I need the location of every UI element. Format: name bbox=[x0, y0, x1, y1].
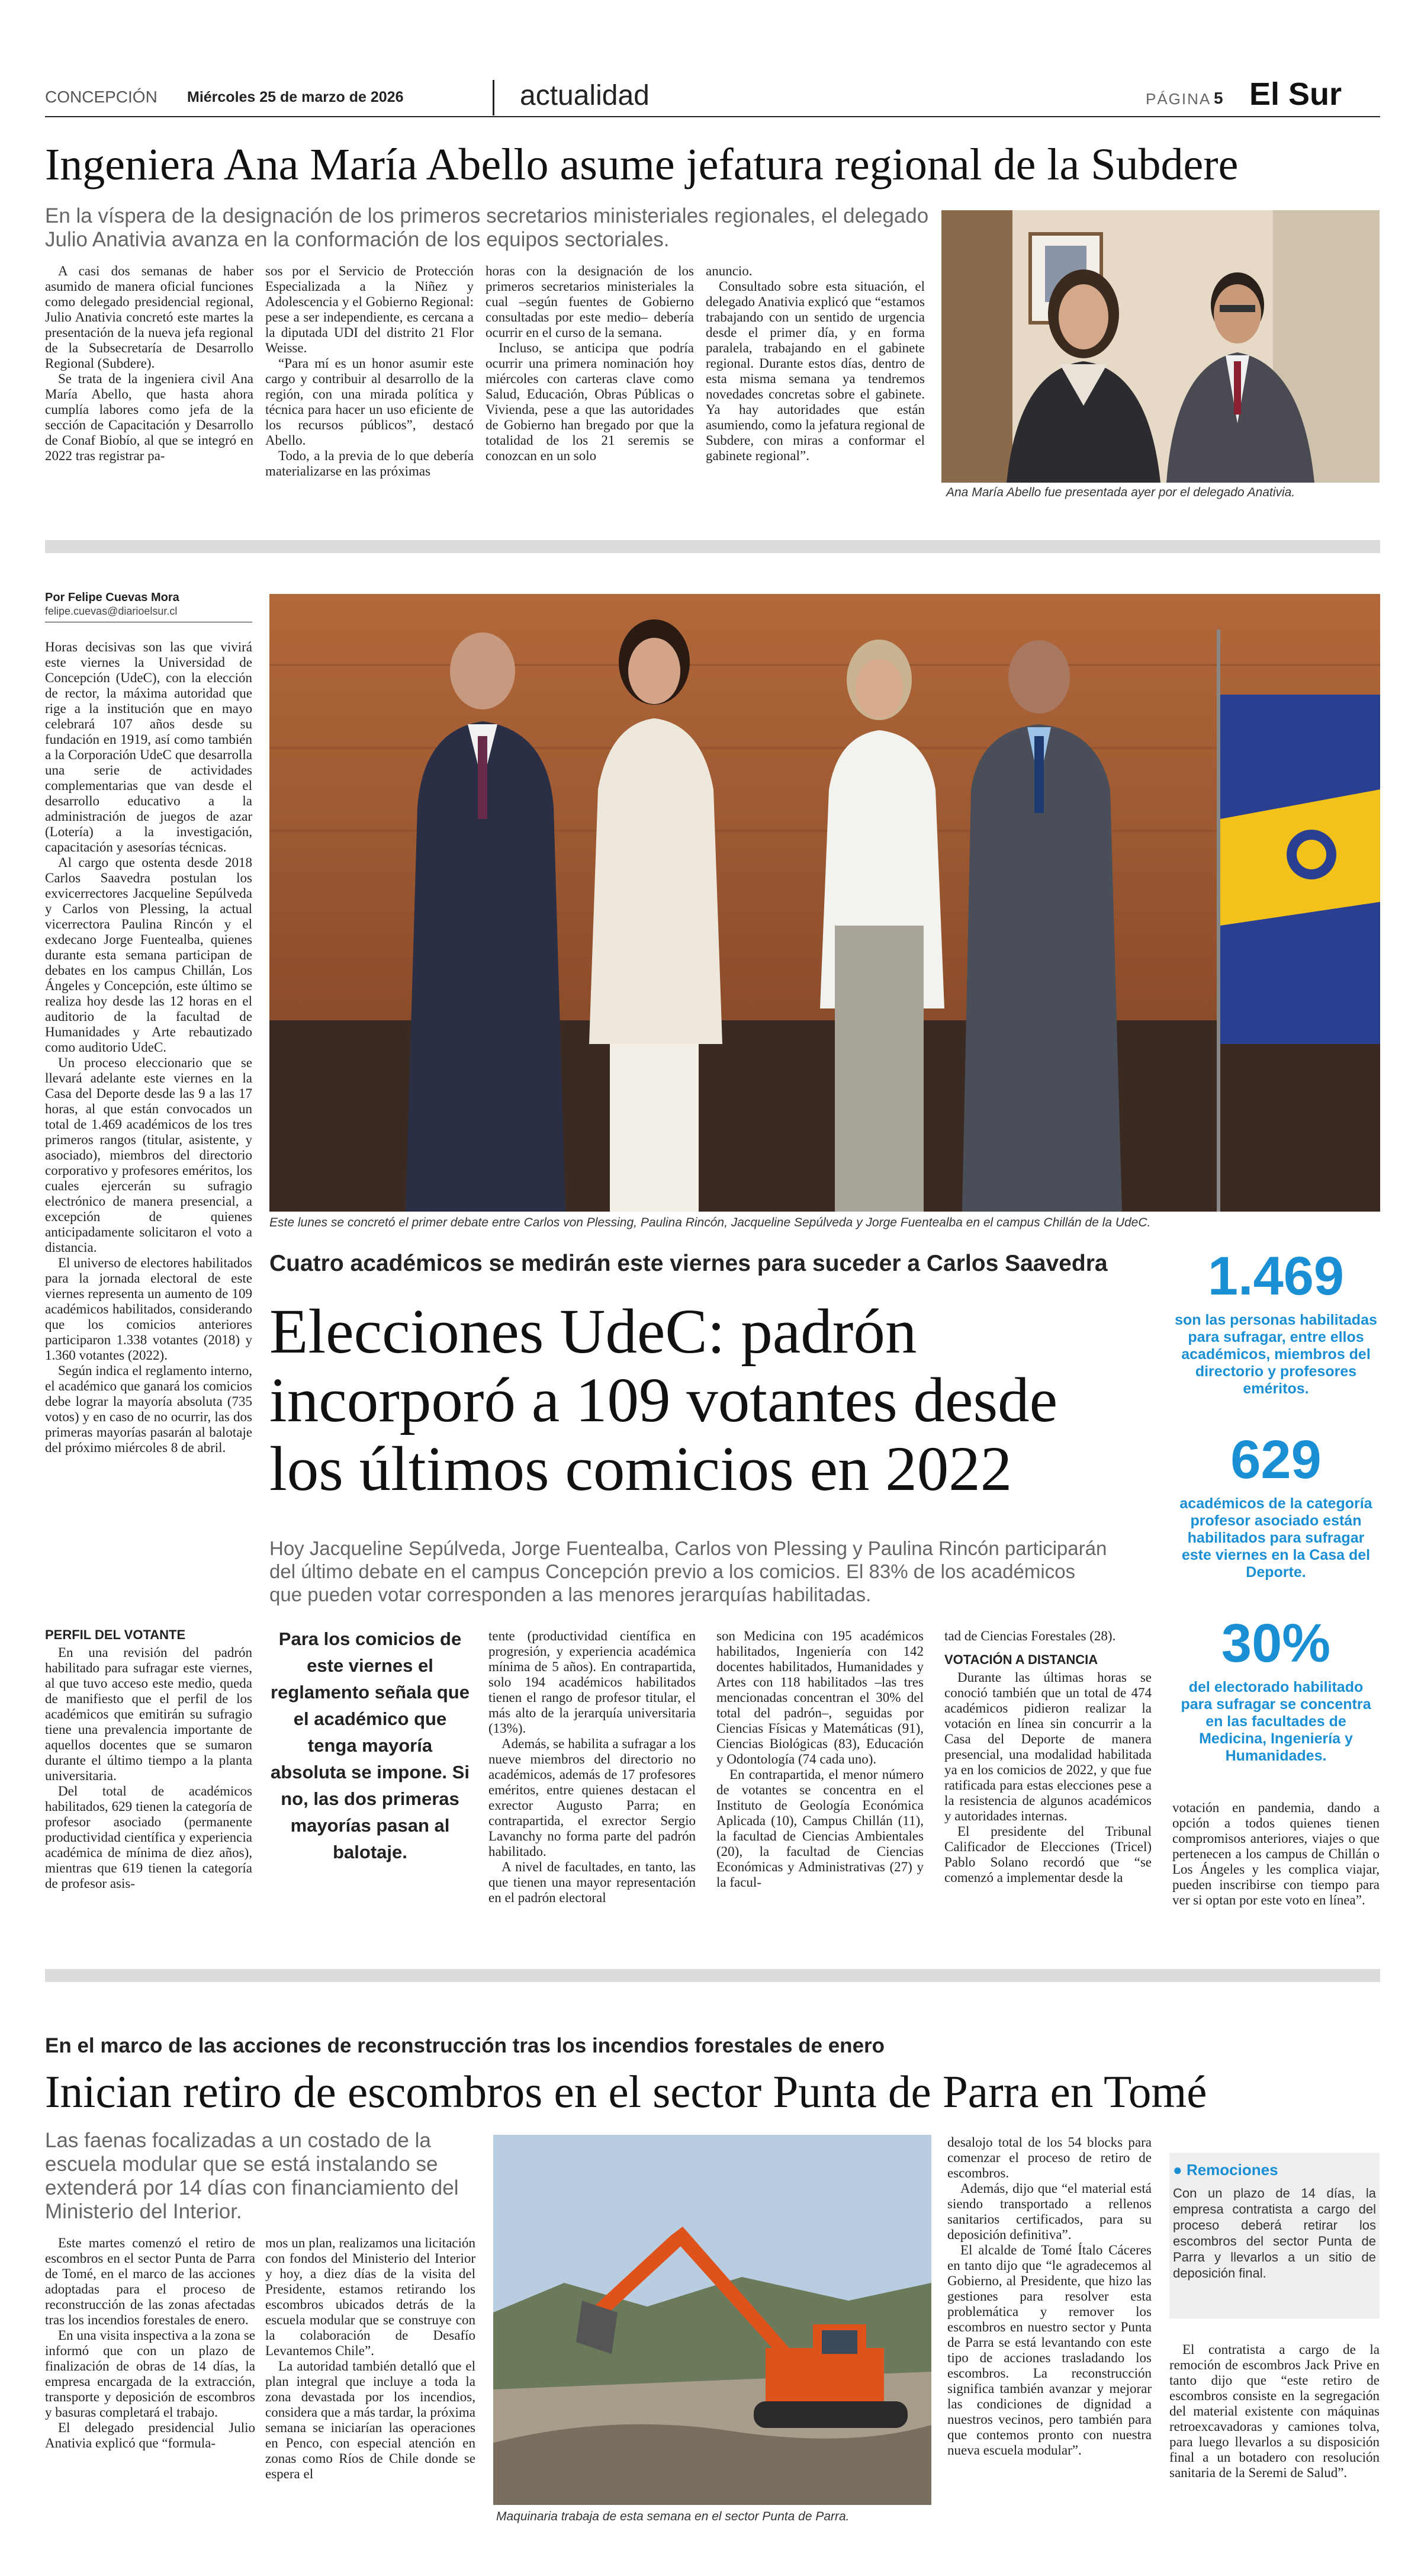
article1-photo-caption: Ana María Abello fue presentada ayer por el delegado Anativia. bbox=[946, 486, 1295, 499]
byline-email: felipe.cuevas@diarioelsur.cl bbox=[45, 605, 178, 617]
page-label: PÁGINA bbox=[1146, 90, 1211, 108]
bullet-icon: ● bbox=[1173, 2161, 1187, 2179]
article2-deck: Hoy Jacqueline Sepúlveda, Jorge Fuentealba, Carlos von Plessing y Paulina Rincón participarán del último debate en el campus Concepción previo a los comicios. El 83% de los académicos que pueden votar corresponden a las menores jerarquías habilitadas. bbox=[269, 1537, 1107, 1605]
article1-title: Ingeniera Ana María Abello asume jefatura regional de la Subdere bbox=[45, 140, 1239, 189]
brand-logo: El Sur bbox=[1249, 76, 1342, 112]
separator-bar bbox=[45, 540, 1380, 553]
remociones-heading: ● Remociones bbox=[1173, 2161, 1278, 2179]
article2-photo-caption: Este lunes se concretó el primer debate entre Carlos von Plessing, Paulina Rincón, Jacqueline Sepúlveda y Jorge Fuentealba en el campus Chillán de la UdeC. bbox=[269, 1216, 1151, 1229]
separator-bar bbox=[45, 1969, 1380, 1982]
remociones-text: Con un plazo de 14 días, la empresa contratista a cargo del proceso deberá retirar los escombros del sector Punta de Parra y llevarlos a un sitio de deposición final. bbox=[1173, 2186, 1376, 2281]
article1-col4: anuncio. Consultado sobre esta situación, el delegado Anativia explicó que “estamos trabajando con un sentido de urgencia desde el primer día, y en forma paralela, trabajando en el gabinete regional. Durante estos días, dentro de esta misma semana ya tendremos novedades concretas sobre el gabinete. Ya hay autoridades que están asumiendo, como la jefatura regional de Subdere, con miras a conformar el gabinete regional”. bbox=[706, 264, 925, 463]
header-rule bbox=[45, 116, 1380, 117]
article2-headline-line3: los últimos comicios en 2022 bbox=[269, 1434, 1012, 1504]
article3-kicker: En el marco de las acciones de reconstrucción tras los incendios forestales de enero bbox=[45, 2034, 885, 2057]
article3-col2: mos un plan, realizamos una licitación con fondos del Ministerio del Interior y hoy, a diez días de la visita del Presidente, estamos retirando los escombros ubicados detrás de la escuela modular que se construye con la colaboración de Desafío Levantemos Chile”. La autoridad también detalló que el plan integral que incluye a toda la zona devastada por los incendios, considera que a más tardar, la próxima semana se iniciarían las operaciones en Penco, con especial atención en zonas como Ríos de Chile donde se espera el bbox=[265, 2235, 475, 2481]
article2-left-col: Horas decisivas son las que vivirá este viernes la Universidad de Concepción (UdeC), con la elección de rector, la máxima autoridad que rige a la institución que en mayo celebrará 107 años desde su fundación en 1919, así como también a la Corporación UdeC que desarrolla una serie de actividades complementarias que van desde el desarrollo educativo a la administración de juegos de azar (Lotería) a la investigación, capacitación y asesorías técnicas. Al cargo que ostenta desde 2018 Carlos Saavedra postulan los exvicerrectores Jacqueline Sepúlveda y Carlos von Plessing, la actual vicerrectora Paulina Rincón y el exdecano Jorge Fuentealba, quienes durante esta semana participan de debates en los campus Chillán, Los Ángeles y Concepción, este último se realiza hoy desde las 12 horas en el auditorio de la facultad de Humanidades y Arte rebautizado como auditorio UdeC. Un proceso eleccionario que se llevará adelante este viernes en la Casa del Deporte desde las 9 a las 17 horas, al que están convocados un total de 1.469 académicos de los tres primeros rangos (titular, asistente, y asociado), miembros del directorio corporativo y profesores eméritos, los cuales ejercerán su sufragio electrónico de manera presencial, a excepción de quienes anticipadamente solicitaron el voto a distancia. El universo de electores habilitados para la jornada electoral de este viernes representa un aumento de 109 académicos habilitados, considerando que los comicios anteriores participaron 1.338 votantes (2018) y 1.360 votantes (2022). Según indica el reglamento interno, el académico que ganará los comicios debe lograr la mayoría absoluta (735 votos) y en caso de no ocurrir, las dos primeras mayorías pasarán al balotaje del próximo miércoles 8 de abril. bbox=[45, 640, 252, 1455]
header-divider bbox=[493, 80, 494, 115]
article2-headline-line1: Elecciones UdeC: padrón bbox=[269, 1297, 917, 1367]
subhead-perfil: PERFIL DEL VOTANTE bbox=[45, 1627, 186, 1642]
article2-photo bbox=[269, 594, 1380, 1212]
stat-box-3 bbox=[1172, 1614, 1380, 1765]
article3-col3: desalojo total de los 54 blocks para comenzar el proceso de retiro de escombros. Además, dijo que “el material está siendo transportado a rellenos sanitarios certificados, para su deposición definitiva”. El alcalde de Tomé Ítalo Cáceres en tanto dijo que “le agradecemos al Gobierno, al Presidente, que hizo las gestiones para resolver esta problemática y remover los escombros en nuestro sector y Punta de Parra se está levantando con este tipo de acciones trasladando los escombros. La reconstrucción significa también avanzar y mejorar las condiciones de dignidad a nuestros vecinos, pero también para que contemos pronto con nuestra nueva escuela modular”. bbox=[947, 2135, 1152, 2458]
remociones-sidebar bbox=[1169, 2153, 1380, 2318]
article1-col3: horas con la designación de los primeros secretarios ministeriales la cual –según fuentes de Gobierno consultadas por este medio– debería ocurrir en el curso de la semana. Incluso, se anticipa que podría ocurrir una primera nominación hoy miércoles con carteras clave como Salud, Educación, Obras Públicas o Vivienda, pese a que las autoridades de Gobierno han bregado por que la totalidad de los 21 seremis se conozcan en un solo bbox=[486, 264, 694, 463]
article3-deck: Las faenas focalizadas a un costado de la escuela modular que se está instalando se extenderá por 14 días con financiamiento del Ministerio del Interior. bbox=[45, 2129, 459, 2223]
header-date: Miércoles 25 de marzo de 2026 bbox=[187, 89, 404, 105]
stat-box-2 bbox=[1172, 1430, 1380, 1581]
page-number: 5 bbox=[1214, 89, 1223, 107]
article1-col1: A casi dos semanas de haber asumido de manera oficial funciones como delegado presidencial regional, Julio Anativia concretó este martes la presentación de la nueva jefa regional de la Subsecretaría de Desarrollo Regional (Subdere). Se trata de la ingeniera civil Ana María Abello, que hasta ahora cumplía labores como jefa de la sección de Capacitación y Desarrollo de Conaf Biobío, al que se integró en 2022 tras registrar pa- bbox=[45, 264, 253, 463]
article1-col2: sos por el Servicio de Protección Especializada a la Niñez y Adolescencia y el Gobierno Regional: pese a ser independiente, es cercana a la diputada UDI del distrito 21 Flor Weisse. “Para mí es un honor asumir este cargo y contribuir al desarrollo de la región, con una mirada política y técnica para hacer un uso eficiente de los recursos públicos”, destacó Abello. Todo, a la previa de lo que debería materializarse en las próximas bbox=[265, 264, 474, 478]
article3-col4: El contratista a cargo de la remoción de escombros Jack Prive en tanto dijo que “este retiro de escombros consiste en la segregación del material existente con máquinas retroexcavadoras y camiones tolva, para luego llevarlos a su disposición final a un botadero con resolución sanitaria de la Seremi de Salud”. bbox=[1169, 2342, 1380, 2480]
stat-text: son las personas habilitadas para sufragar, entre ellos académicos, miembros del directorio y profesores eméritos. bbox=[1175, 1312, 1377, 1397]
byline: Por Felipe Cuevas Mora bbox=[45, 591, 179, 604]
article2-col-e: votación en pandemia, dando a opción a todos quienes tienen compromisos anteriores, viajes o que pertenecen a los campus de Chillán o Los Ángeles y les complica viajar, pueden inscribirse con tiempo para ver si optan por este voto en línea”. bbox=[1172, 1800, 1380, 1907]
article3-photo bbox=[493, 2135, 931, 2505]
article1-deck: En la víspera de la designación de los primeros secretarios ministeriales regionales, el delegado Julio Anativia avanza en la conformación de los equipos sectoriales. bbox=[45, 204, 929, 251]
stat-text: académicos de la categoría profesor asociado están habilitados para sufragar este viernes en la Casa del Deporte. bbox=[1179, 1495, 1372, 1581]
article2-perfil-col: En una revisión del padrón habilitado para sufragar este viernes, al que tuvo acceso este medio, queda de manifiesto que el perfil de los académicos que emitirán su sufragio tiene una prevalencia importante de aquellos docentes que se sumaron durante el último tiempo a la planta universitaria. Del total de académicos habilitados, 629 tienen la categoría de profesor asociado (permanente productividad científica y experiencia académica de mínima de diez años), mientras que 619 tienen la categoría de profesor asis- bbox=[45, 1645, 252, 1891]
article3-col1: Este martes comenzó el retiro de escombros en el sector Punta de Parra de Tomé, en el marco de las acciones adoptadas para el proceso de reconstrucción de las zonas afectadas tras los incendios forestales de enero. En una visita inspectiva a la zona se informó que con un plazo de finalización de obras de 14 días, la empresa encargada de la extracción, transporte y deposición de escombros y basuras completará el trabajo. El delegado presidencial Julio Anativia explicó que “formula- bbox=[45, 2235, 255, 2450]
header-city: CONCEPCIÓN bbox=[45, 88, 157, 106]
stat-number: 629 bbox=[1230, 1430, 1322, 1490]
pull-quote: Para los comicios de este viernes el reglamento señala que el académico que tenga mayoría absoluta se impone. Si no, las dos primeras mayorías pasan al balotaje. bbox=[271, 1629, 470, 1862]
article3-photo-caption: Maquinaria trabaja de esta semana en el sector Punta de Parra. bbox=[496, 2510, 850, 2523]
article1-photo bbox=[941, 210, 1380, 483]
stat-number: 30% bbox=[1221, 1613, 1331, 1674]
stat-text: del electorado habilitado para sufragar se concentra en las facultades de Medicina, Ingeniería y Humanidades. bbox=[1181, 1679, 1371, 1764]
article3-title: Inician retiro de escombros en el sector Punta de Parra en Tomé bbox=[45, 2066, 1207, 2117]
article2-col-d: tad de Ciencias Forestales (28). VOTACIÓN A DISTANCIA Durante las últimas horas se conoció también que un total de 474 académicos pidieron realizar la votación en línea sin concurrir a la Casa del Deporte de manera presencial, una modalidad habilitada ya en los comicios de 2022, y que fue ratificada para estas elecciones pese a la resistencia de algunos académicos y autoridades internas. El presidente del Tribunal Calificador de Elecciones (Tricel) Pablo Solano recordó que “se comenzó a implementar desde la bbox=[944, 1629, 1152, 1885]
article2-headline-line2: incorporó a 109 votantes desde bbox=[269, 1366, 1058, 1435]
subhead-votacion: VOTACIÓN A DISTANCIA bbox=[944, 1652, 1098, 1667]
stat-number: 1.469 bbox=[1207, 1246, 1345, 1306]
section-name: actualidad bbox=[520, 80, 650, 111]
stat-box-1 bbox=[1172, 1247, 1380, 1398]
article2-col-c: son Medicina con 195 académicos habilitados, Ingeniería con 142 docentes habilitados, Humanidades y Artes con 118 habilitados –las tres mencionadas concentran el 30% del total del padrón–, seguidas por Ciencias Físicas y Matemáticas (91), Ciencias Biológicas (83), Educación y Odontología (74 cada uno). En contrapartida, el menor número de votantes se concentra en el Instituto de Geología Económica Aplicada (10), Campus Chillán (11), la facultad de Ciencias Ambientales (20), la facultad de Ciencias Económicas y Administrativas (27) y la facul- bbox=[716, 1629, 924, 1890]
article2-col-b: tente (productividad científica en progresión, y experiencia académica mínima de 5 años). En contrapartida, solo 194 académicos habilitados tienen el rango de profesor titular, el más alto de la jerarquía universitaria (13%). Además, se habilita a sufragar a los nueve miembros del directorio no académicos, además de 17 profesores eméritos, entre quienes destacan el exrector Augusto Parra; en contrapartida, el exrector Sergio Lavanchy no forma parte del padrón habilitado. A nivel de facultades, en tanto, las que tienen una mayor representación en el padrón electoral bbox=[488, 1629, 696, 1905]
article2-kicker: Cuatro académicos se medirán este viernes para suceder a Carlos Saavedra bbox=[269, 1251, 1108, 1276]
